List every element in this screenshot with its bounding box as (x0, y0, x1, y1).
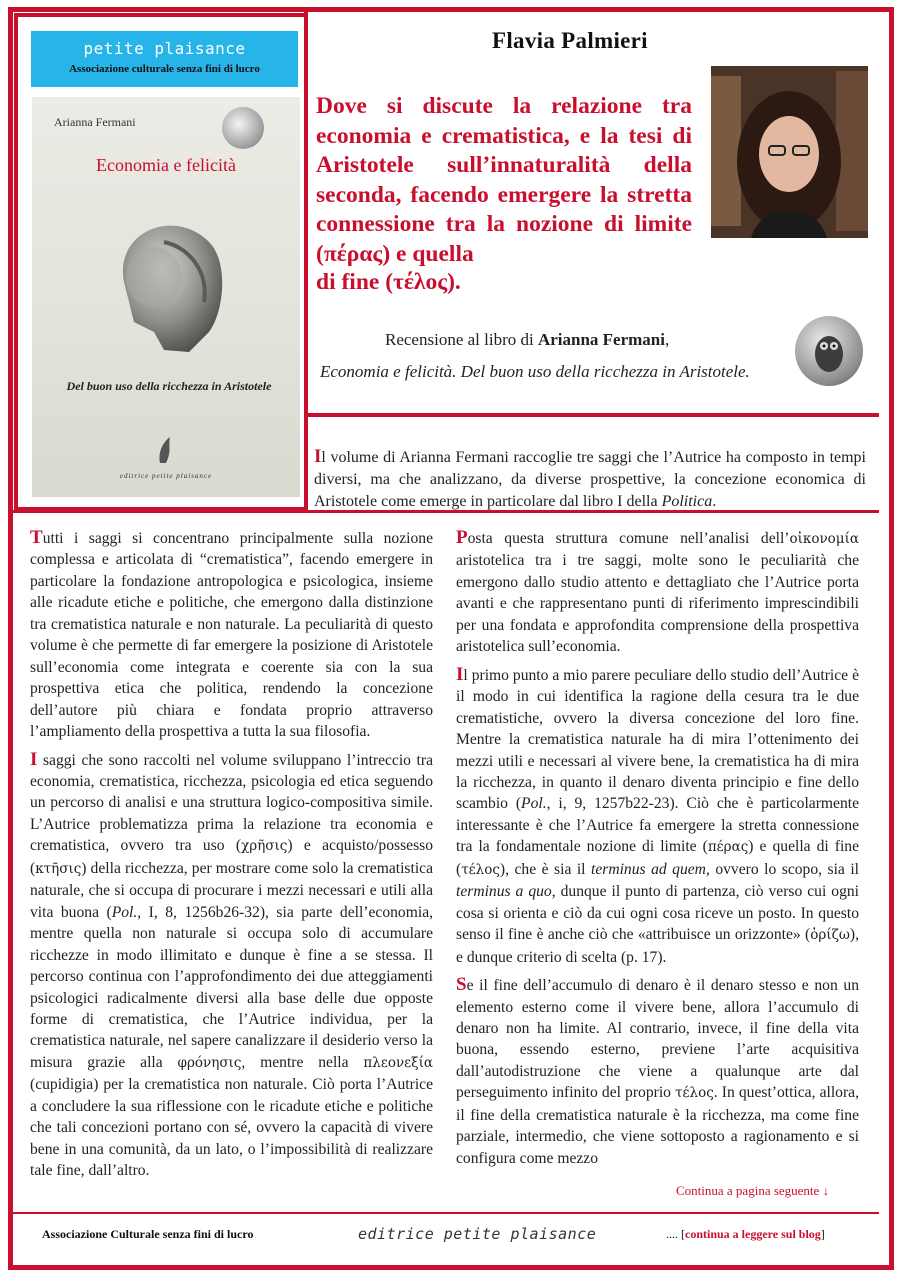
right-column (456, 527, 859, 1175)
header-divider-horizontal (304, 413, 879, 417)
blog-link[interactable]: continua a leggere sul blog (685, 1227, 821, 1241)
owl-coin-icon (795, 316, 863, 386)
cover-subtitle: Del buon uso della ricchezza in Aristotele (66, 379, 272, 393)
right-paragraph-3: Se il fine dell’accumulo di denaro è il denaro stesso e non un elemento esterno come il vivere bene, allora l’accumulo di denaro non ha limite. Al contrario, invece, il fine della vita buona, essendo esterno, previene l’arte acquisitiva dall’autodistruzione che viene a qualunque arte dal perseguimento infinito del proprio τέλος. In quest’ottica, allora, il fine della crematistica naturale è la ricchezza, ma come fine parziale, intermedio, che viene sottoposto a ragionamento e si configura come mezzo (456, 974, 859, 1167)
left-column (30, 527, 433, 1188)
reviewer-portrait-icon (711, 66, 868, 238)
book-full-title: Economia e felicità. Del buon uso della ricchezza in Aristotele. (320, 362, 750, 381)
brand-subtitle: Associazione culturale senza fini di lucro (69, 63, 260, 75)
footer-blog: .... [continua a leggere sul blog] (666, 1227, 825, 1241)
cover-title: Economia e felicità (96, 155, 236, 175)
athena-helmet-icon (94, 202, 234, 362)
brand-banner (31, 31, 298, 87)
coin-icon (222, 107, 264, 149)
left-paragraph-1: Tutti i saggi si concentrano principalmente sulla nozione complessa e articolata di “crematistica”, facendo emergere in particolare la fondazione antropologica e psicologica, insieme alle ricadute etiche e politiche, che emergono dalla distinzione tra crematistica naturale e non naturale. La peculiarità di questo volume è che permette di far emergere la posizione di Aristotele sull’economia come integrata e coerente sia con la sua prospettiva etica che politica, rendendo la concezione dell’autore più chiara e fondata proprio attraverso l’ampliamento della prospettiva a tutta la sua filosofia. (30, 527, 433, 741)
footer-publisher: editrice petite plaisance (358, 1225, 597, 1243)
reviewer-name: Flavia Palmieri (492, 28, 648, 53)
brand-name: petite plaisance (83, 39, 246, 58)
book-panel (14, 13, 308, 511)
right-paragraph-1: Posta questa struttura comune nell’analisi dell’οἰκονομία aristotelica tra i tre saggi, molte sono le peculiarità che emergono dallo studio attento e dettagliato che l’Autrice porta avanti e che rappresentano punti di riferimento imprescindibili per una fondata e approfondita comprensione della prospettiva aristotelica sull’economia. (456, 527, 859, 656)
left-paragraph-2: I saggi che sono raccolti nel volume sviluppano l’intreccio tra economia, crematistica, ricchezza, psicologia ed etica seguendo un percorso di analisi e una struttura logico-compositiva simile. L’Autrice problematizza prima la relazione tra economia e crematistica, ovvero tra uso (χρῆσις) e acquisto/possesso (κτῆσις) della ricchezza, per mostrare come solo la crematistica naturale, che si occupa di procurare i mezzi necessari e utili alla vita buona (Pol., I, 8, 1256b26-32), sia parte dell’economia, mentre quella non naturale si occupa solo di accumulare ricchezze in modo illimitato e dunque è fine a se stessa. Il percorso continua con l’approfondimento dei due atteggiamenti psicologici radicalmente diversi alla base delle due opposte forme di crematistica, che l’Autrice individua, per la crematistica naturale, nel sapere canalizzare il desiderio verso la misura grazie alla φρόνησις, mentre nella πλεονεξία (cupidigia) per la crematistica non naturale. Ciò porta l’Autrice a concludere la sua riflessione con le ricadute etiche e politiche che tali concezioni portano con sé, ovvero la capacità di vivere bene in una comunità, da un lato, o l’impossibilità di realizzare tale fine, dall’altro. (30, 748, 434, 1180)
right-paragraph-2: Il primo punto a mio parere peculiare dello studio dell’Autrice è il modo in cui identifica la ragione della cesura tra le due crematistiche, ovvero la diversa concezione del loro fine. Mentre la crematistica naturale ha di mira l’ottenimento dei mezzi utili e necessari al vivere bene, la crematistica ha di mira la ricchezza, in quanto il denaro diventa principio e fine dello scambio (Pol., i, 9, 1257b22-23). Ciò che è particolarmente interessante è che l’Autrice fa emergere la stretta connessione tra la fondamentale nozione di limite (πέρας) e quella di fine (τέλος), che è sia il terminus ad quem, ovvero lo scopo, sia il terminus a quo, dunque il punto di partenza, ciò verso cui ogni cosa si orienta e ciò da cui ogni cosa riceve un posto. In questo senso il fine è anche ciò che «attribuisce un orizzonte» (ὁρίζω), e dunque criterio di scelta (p. 17). (456, 663, 860, 966)
footer-divider (13, 1212, 879, 1214)
publisher-logo-icon (152, 435, 178, 465)
cover-publisher: editrice petite plaisance (119, 472, 213, 480)
intro-paragraph: Il volume di Arianna Fermani raccoglie tre saggi che l’Autrice ha composto in tempi diversi, ma che analizzano, da diverse prospettive, la concezione economica di Aristotele come emerge in particolare dal libro I della Politica. (314, 446, 866, 510)
headline-tail: di fine (τέλος). (316, 269, 461, 295)
review-line: Recensione al libro di Arianna Fermani, (385, 330, 670, 349)
review-author: Arianna Fermani (537, 330, 665, 349)
footer-association: Associazione Culturale senza fini di lucro (42, 1227, 254, 1241)
headline: Dove si discute la relazione tra economia e crematistica, e la tesi di Aristotele sull’innaturalità della seconda, facendo emergere la stretta connessione tra la nozione di limite (πέρας) e quella (316, 93, 692, 267)
cover-author: Arianna Fermani (54, 115, 136, 129)
reviewer-photo (711, 66, 868, 238)
continue-next-page-link[interactable]: Continua a pagina seguente ↓ (676, 1183, 830, 1198)
book-cover (32, 97, 300, 497)
